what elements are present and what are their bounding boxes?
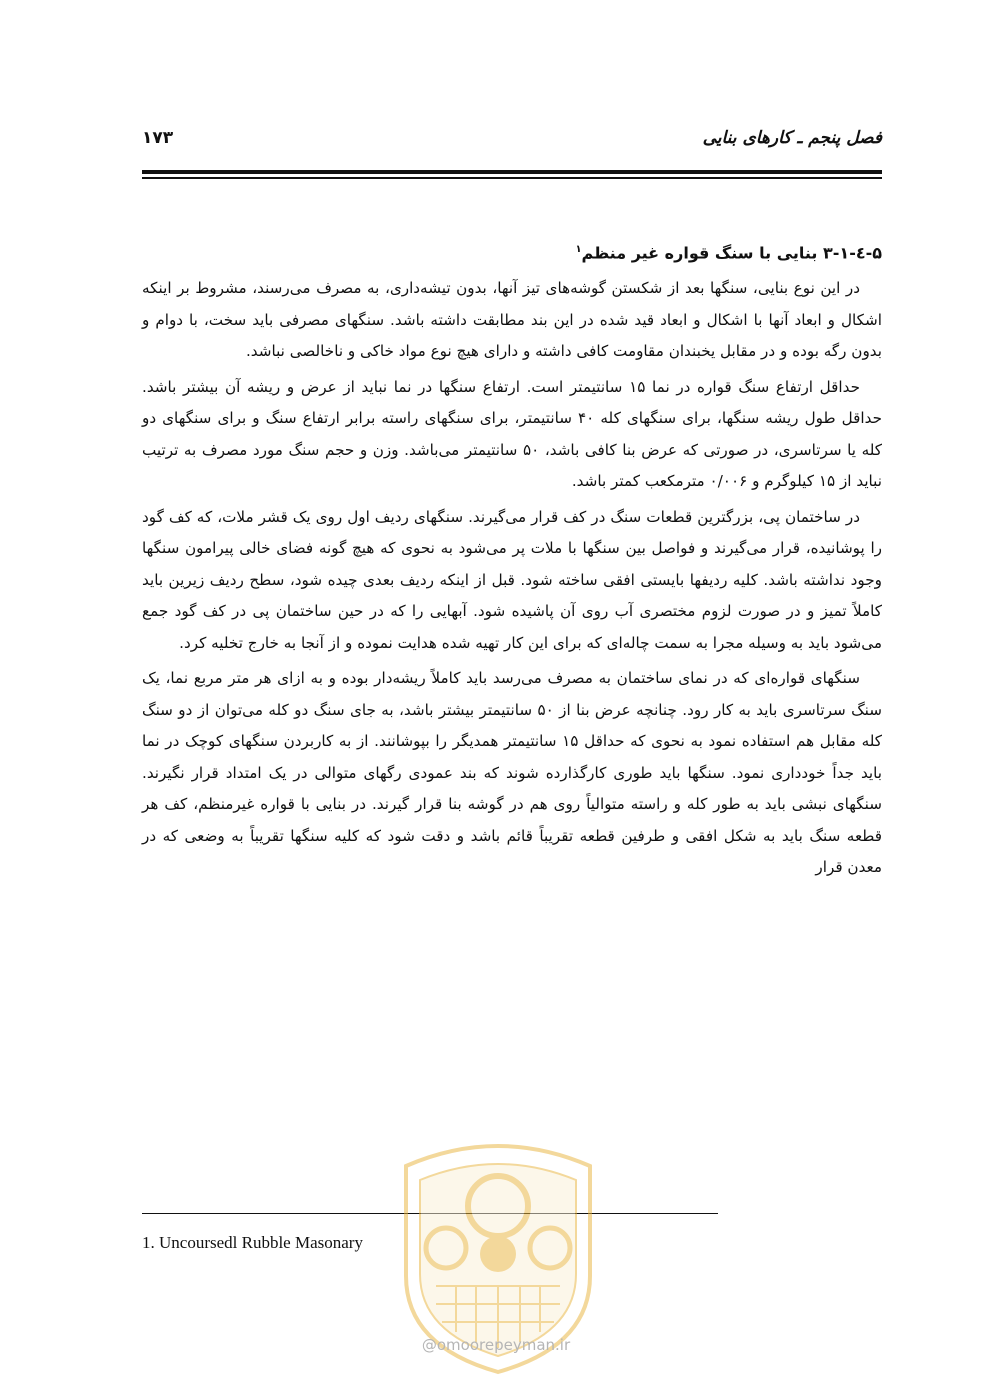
page-body — [142, 236, 882, 888]
page-number: ۱۷۳ — [142, 128, 174, 148]
section-heading-text: ۵-٤-۳-۱ بنایی با سنگ قواره غیر منظم — [581, 243, 882, 263]
chapter-title: فصل پنجم ـ کارهای بنایی — [702, 128, 882, 148]
paragraph-1: در این نوع بنایی، سنگها بعد از شکستن گوشه‌های تیز آنها، بدون تیشه‌داری، به مصرف می‌رسند، مشروط بر اینکه اشکال و ابعاد آنها با اشکال و ابعاد قید شده در این بند مطابقت داشته باشد. سنگهای مصرفی باید سخت، با دوام و بدون رگه بوده و در مقابل یخبندان مقاومت کافی داشته و دارای هیچ نوع مواد خاکی و ناخالصی نباشد. — [142, 279, 882, 361]
paragraph-2: حداقل ارتفاع سنگ قواره در نما ۱۵ سانتیمتر است. ارتفاع سنگها در نما نباید از عرض و ریشه آن بیشتر باشد. حداقل طول ریشه سنگها، برای سنگهای کله ۴۰ سانتیمتر، برای سنگهای راسته برابر ارتفاع سنگ و برای سنگهای دو کله یا سرتاسری، در صورتی که عرض بنا کافی باشد، ۵۰ سانتیمتر می‌باشد. وزن و حجم سنگ مورد مصرف به ترتیب نباید از ۱۵ کیلوگرم و ۰/۰۰۶ مترمکعب کمتر باشد. — [142, 377, 882, 491]
paragraph-3: در ساختمان پی، بزرگترین قطعات سنگ در کف قرار می‌گیرند. سنگهای ردیف اول روی یک قشر ملات، که کف گود را پوشانیده، قرار می‌گیرند و فواصل بین سنگها با ملات پر می‌شود به نحوی که هیچ گونه فضای خالی پیرامون سنگها وجود نداشته باشد. کلیه ردیفها بایستی افقی ساخته شود. قبل از اینکه ردیف بعدی چیده شود، سطح ردیف زیرین باید کاملاً تمیز و در صورت لزوم مختصری آب روی آن پاشیده شود. آبهایی را که در حین ساختمان پی در کف گود جمع می‌شود باید به وسیله مجرا به سمت چاله‌ای که برای این کار تهیه شده هدایت نموده و از آنجا به خارج تخلیه کرد. — [142, 507, 882, 652]
section-heading — [142, 236, 882, 267]
footnote-marker: ۱ — [575, 244, 582, 255]
paragraph-4: سنگهای قواره‌ای که در نمای ساختمان به مصرف می‌رسد باید کاملاً ریشه‌دار بوده و به ازای هر متر مربع نما، یک سنگ سرتاسری باید به کار رود. چنانچه عرض بنا از ۵۰ سانتیمتر بیشتر باشد، به جای سنگ دو کله می‌توان از دو سنگ کله مقابل هم استفاده نمود به نحوی که حداقل ۱۵ سانتیمتر همدیگر را بپوشانند. از به کاربردن سنگهای کوچک در نما باید جداً خودداری نمود. سنگها باید طوری کارگذارده شوند که بند عمودی رگهای متوالی در یک امتداد قرار نگیرند. سنگهای نبشی باید به طور کله و راسته متوالیاً روی هم در گوشه بنا قرار گیرند. در بنایی با قواره غیرمنظم، کف هر قطعه سنگ باید به شکل افقی و طرفین قطعه تقریباً قائم باشد و دقت شود که کلیه سنگها تقریباً به وضعی که در معدن قرار — [142, 669, 882, 877]
footnote: 1. Uncoursedl Rubble Masonary — [142, 1233, 363, 1252]
header-rule-thin — [142, 177, 882, 179]
header-rule-thick — [142, 170, 882, 174]
watermark-url: @omoorepeyman.ir — [421, 1336, 571, 1354]
running-header — [142, 128, 882, 164]
